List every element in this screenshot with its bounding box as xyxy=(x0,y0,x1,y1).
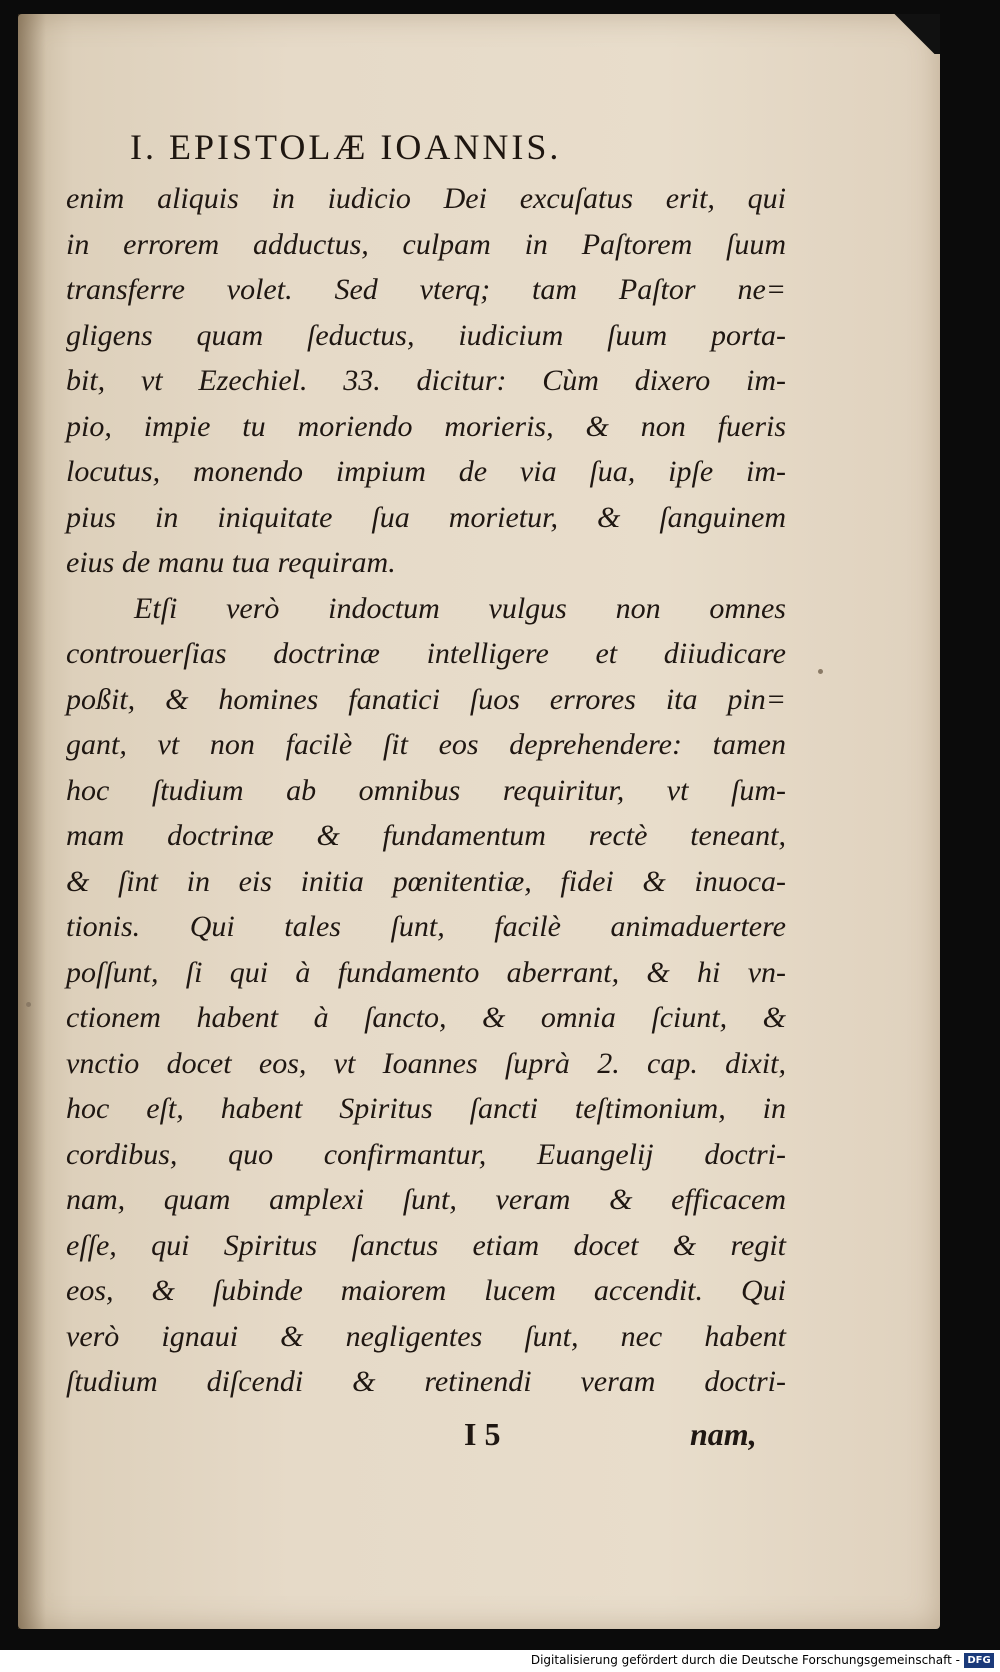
text-line: tionis. Qui tales ſunt, facilè animaduertere xyxy=(66,910,786,943)
text-line: ctionem habent à ſancto, & omnia ſciunt, & xyxy=(66,1001,786,1034)
running-head: I. EPISTOLÆ IOANNIS. xyxy=(130,127,562,167)
text-line: controuerſias doctrinæ intelligere et diiudicare xyxy=(66,637,786,670)
text-line: & ſint in eis initia pœnitentiæ, fidei & inuoca- xyxy=(66,864,786,898)
book-page xyxy=(18,14,940,1629)
text-line: gant, vt non facilè ſit eos deprehendere: tamen xyxy=(66,728,786,761)
text-line: pius in iniquitate ſua morietur, & ſanguinem xyxy=(66,500,786,534)
dfg-logo: DFG xyxy=(964,1653,994,1668)
text-line: eius de manu tua requiram. xyxy=(66,546,396,579)
text-line: cordibus, quo confirmantur, Euangelij doctri- xyxy=(66,1137,786,1171)
text-line: hoc eſt, habent Spiritus ſancti teſtimonium, in xyxy=(66,1092,786,1125)
text-line: poßit, & homines fanatici ſuos errores ita pin= xyxy=(66,682,786,716)
text-line: Etſi verò indoctum vulgus non omnes xyxy=(134,591,786,625)
text-line: pio, impie tu moriendo morieris, & non fueris xyxy=(66,409,786,443)
text-line: eos, & ſubinde maiorem lucem accendit. Qui xyxy=(66,1274,786,1307)
text-line: verò ignaui & negligentes ſunt, nec habent xyxy=(66,1319,786,1353)
text-line: enim aliquis in iudicio Dei excuſatus erit, qui xyxy=(66,182,786,215)
text-line: poſſunt, ſi qui à fundamento aberrant, & hi vn- xyxy=(66,955,786,989)
text-line: in errorem adductus, culpam in Paſtorem ſuum xyxy=(66,227,786,261)
text-line: bit, vt Ezechiel. 33. dicitur: Cùm dixero im- xyxy=(66,364,786,397)
funding-notice: Digitalisierung gefördert durch die Deutsche Forschungsgemeinschaft - xyxy=(530,1653,960,1667)
paper-speck xyxy=(26,1002,31,1007)
torn-corner xyxy=(880,14,940,54)
body-text xyxy=(66,176,786,1405)
text-line: mam doctrinæ & fundamentum rectè teneant, xyxy=(66,819,786,852)
text-line: hoc ſtudium ab omnibus requiritur, vt ſum- xyxy=(66,773,786,807)
text-line: ſtudium diſcendi & retinendi veram doctri- xyxy=(66,1365,786,1398)
digitization-footer xyxy=(0,1650,1000,1672)
text-line: vnctio docet eos, vt Ioannes ſuprà 2. cap. dixit, xyxy=(66,1046,786,1080)
text-line: locutus, monendo impium de via ſua, ipſe im- xyxy=(66,455,786,488)
catchword: nam, xyxy=(690,1416,757,1452)
text-line: eſſe, qui Spiritus ſanctus etiam docet & regit xyxy=(66,1228,786,1262)
text-line: nam, quam amplexi ſunt, veram & efficacem xyxy=(66,1183,786,1216)
text-line: transferre volet. Sed vterq; tam Paſtor ne= xyxy=(66,273,786,306)
text-line: gligens quam ſeductus, iudicium ſuum porta- xyxy=(66,318,786,352)
paper-speck xyxy=(818,669,823,674)
page-footer-line xyxy=(18,1416,938,1466)
signature-mark: I 5 xyxy=(464,1416,501,1452)
